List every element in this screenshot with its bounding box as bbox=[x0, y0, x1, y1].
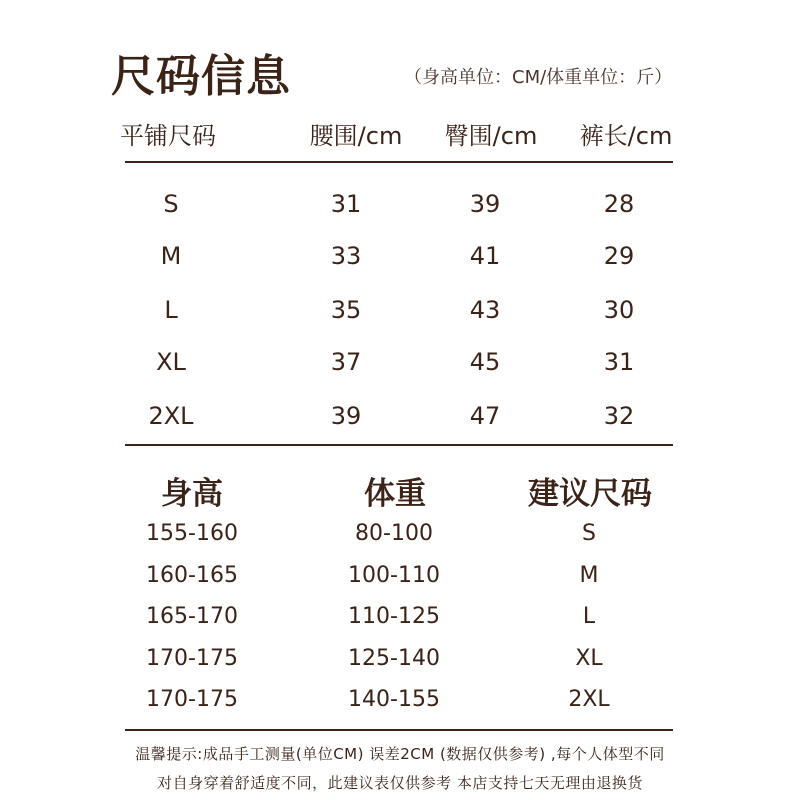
suggest-size-cell: L bbox=[582, 604, 596, 629]
size-row-m bbox=[0, 242, 800, 282]
header-flat-size: 平铺尺码 bbox=[120, 122, 216, 150]
length-cell: 31 bbox=[603, 348, 635, 376]
page-title: 尺码信息 bbox=[111, 51, 291, 102]
size-row-xl bbox=[0, 348, 800, 388]
length-cell: 29 bbox=[603, 242, 635, 270]
size-cell: L bbox=[164, 296, 178, 324]
size-cell: S bbox=[163, 190, 179, 218]
hip-cell: 43 bbox=[469, 296, 501, 324]
length-cell: 28 bbox=[603, 190, 635, 218]
hip-cell: 39 bbox=[469, 190, 501, 218]
recommend-header-size: 建议尺码 bbox=[528, 476, 652, 512]
tip-line-1: 温馨提示:成品手工测量(单位CM) 误差2CM (数据仅供参考) ,每个人体型不同 bbox=[135, 745, 665, 763]
height-cell: 155-160 bbox=[146, 521, 238, 546]
weight-cell: 80-100 bbox=[355, 521, 433, 546]
weight-cell: 100-110 bbox=[348, 563, 440, 588]
hip-cell: 45 bbox=[469, 348, 501, 376]
header-length: 裤长/cm bbox=[579, 122, 673, 150]
size-row-2xl bbox=[0, 402, 800, 442]
height-cell: 170-175 bbox=[146, 646, 238, 671]
hip-cell: 47 bbox=[469, 402, 501, 430]
recommend-header-height: 身高 bbox=[161, 476, 223, 512]
length-cell: 30 bbox=[603, 296, 635, 324]
height-cell: 160-165 bbox=[146, 563, 238, 588]
recommend-row bbox=[0, 646, 800, 686]
weight-cell: 110-125 bbox=[348, 604, 440, 629]
suggest-size-cell: S bbox=[582, 521, 596, 546]
waist-cell: 31 bbox=[330, 190, 362, 218]
waist-cell: 39 bbox=[330, 402, 362, 430]
tip-line-2: 对自身穿着舒适度不同，此建议表仅供参考 本店支持七天无理由退换货 bbox=[157, 774, 643, 792]
size-row-s bbox=[0, 190, 800, 230]
height-cell: 170-175 bbox=[146, 687, 238, 712]
header-waist: 腰围/cm bbox=[309, 122, 403, 150]
size-cell: XL bbox=[156, 348, 186, 376]
recommend-row bbox=[0, 687, 800, 727]
waist-cell: 33 bbox=[330, 242, 362, 270]
weight-cell: 140-155 bbox=[348, 687, 440, 712]
suggest-size-cell: M bbox=[579, 563, 599, 588]
size-cell: 2XL bbox=[148, 402, 194, 430]
header-divider bbox=[125, 161, 673, 163]
size-cell: M bbox=[160, 242, 182, 270]
size-table-bottom-divider bbox=[125, 444, 673, 446]
header-hip: 臀围/cm bbox=[444, 122, 538, 150]
waist-cell: 37 bbox=[330, 348, 362, 376]
height-cell: 165-170 bbox=[146, 604, 238, 629]
suggest-size-cell: 2XL bbox=[568, 687, 610, 712]
waist-cell: 35 bbox=[330, 296, 362, 324]
suggest-size-cell: XL bbox=[575, 646, 603, 671]
recommend-table-bottom-divider bbox=[125, 729, 673, 731]
recommend-row bbox=[0, 604, 800, 644]
size-row-l bbox=[0, 296, 800, 336]
unit-note: （身高单位：CM/体重单位：斤） bbox=[404, 67, 673, 88]
size-table-header bbox=[0, 116, 800, 156]
recommend-row bbox=[0, 563, 800, 603]
hip-cell: 41 bbox=[469, 242, 501, 270]
recommend-header-weight: 体重 bbox=[364, 476, 426, 512]
recommend-row bbox=[0, 521, 800, 561]
length-cell: 32 bbox=[603, 402, 635, 430]
weight-cell: 125-140 bbox=[348, 646, 440, 671]
